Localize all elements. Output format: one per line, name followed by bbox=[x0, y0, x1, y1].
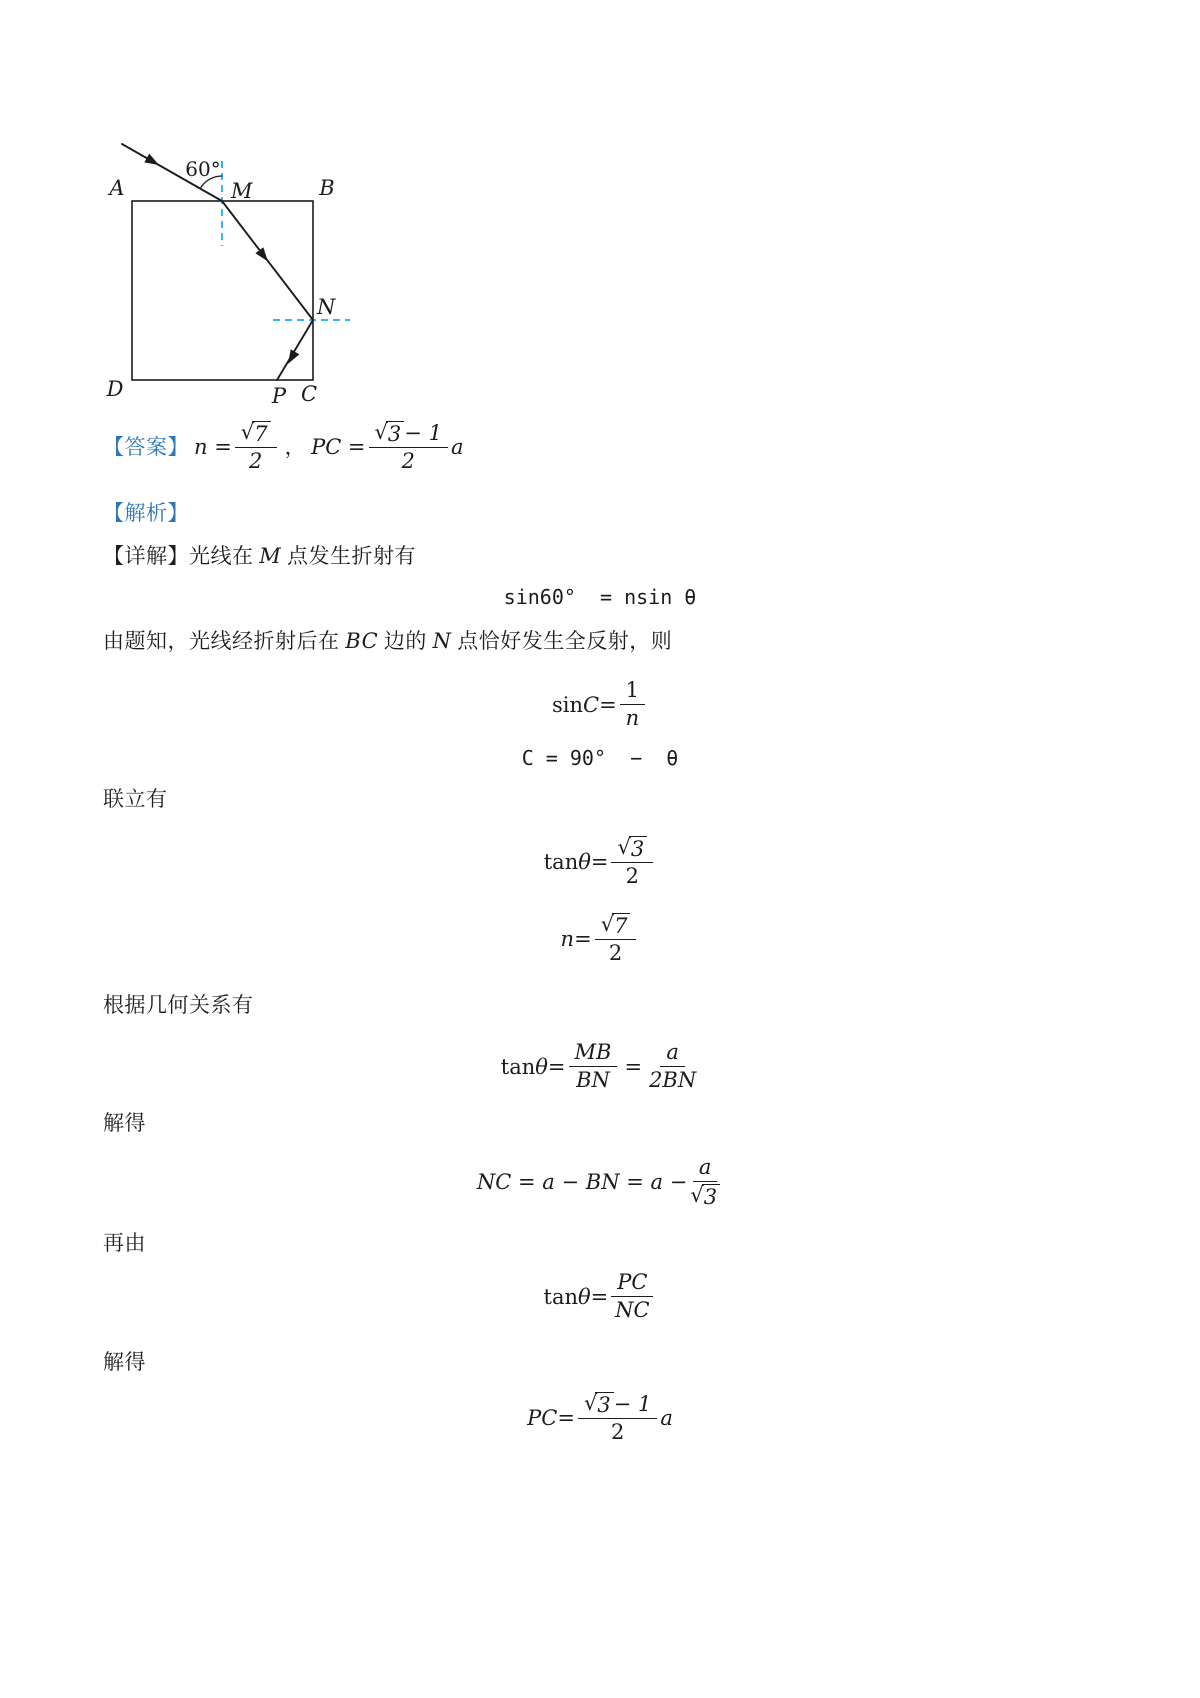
refraction-diagram bbox=[95, 128, 375, 418]
vertex-label-C: C bbox=[300, 382, 318, 406]
incident-ray-arrow-icon bbox=[144, 154, 161, 170]
formula-tan-pc: tan θ = $\frac{PC}{NC}$ bbox=[100, 1271, 1100, 1322]
sqrt-7: √ 7 bbox=[601, 913, 631, 937]
answer-line bbox=[103, 421, 463, 473]
fraction: $\frac{a}{2BN}$ bbox=[649, 1040, 697, 1093]
paragraph-solve-2: 解得 bbox=[103, 1350, 146, 1374]
analysis-tag: 【解析】 bbox=[103, 501, 189, 525]
point-label-N: N bbox=[317, 295, 336, 319]
point-label-P: P bbox=[271, 384, 287, 408]
answer-formula-n: n = √ 7 2 bbox=[194, 421, 280, 473]
answer-formula-pc: PC = √ 3 − 1 2 a bbox=[311, 420, 464, 474]
fraction: √ 3 − 1 2 bbox=[369, 421, 448, 473]
sqrt-3: √ 3 bbox=[617, 836, 647, 860]
paragraph-solve-1: 解得 bbox=[103, 1111, 146, 1135]
fraction: √ 7 2 bbox=[235, 421, 277, 473]
sqrt-7: √ 7 bbox=[241, 421, 271, 445]
var-M: M bbox=[259, 544, 282, 568]
reflected-ray bbox=[277, 320, 313, 380]
vertex-label-B: B bbox=[319, 176, 335, 200]
formula-nc: NC = a − BN = a − a √ 3 bbox=[100, 1156, 1100, 1208]
angle-label: 60° bbox=[185, 157, 221, 181]
fraction: √ 7 2 bbox=[595, 913, 637, 965]
fraction: a √ 3 bbox=[690, 1156, 720, 1208]
fraction: $\frac{MB}{BN}$ bbox=[569, 1041, 618, 1092]
paragraph-combine: 联立有 bbox=[103, 787, 168, 811]
formula-angle-relation: C = 90° − θ bbox=[521, 746, 679, 770]
fraction: √ 3 2 bbox=[611, 836, 653, 888]
formula-n-value: n = √ 7 2 bbox=[100, 913, 1100, 965]
answer-separator: ， bbox=[284, 434, 307, 459]
sqrt-3: √ 3 bbox=[584, 1392, 614, 1416]
detail-tag: 【详解】 bbox=[103, 544, 189, 568]
formula-tan-theta: tan θ = √ 3 2 bbox=[100, 836, 1100, 888]
paragraph-total-reflection: 由题知，光线经折射后在 BC 边的 N 点恰好发生全反射，则 bbox=[103, 629, 673, 653]
vertex-label-D: D bbox=[106, 377, 124, 401]
formula-tan-geometry: tan θ = $\frac{MB}{BN}$ = $\frac{a}{2BN}$ bbox=[500, 1040, 697, 1093]
formula-critical-angle: sin C = $\frac{1}{n}$ bbox=[100, 679, 1100, 730]
fraction: $\frac{PC}{NC}$ bbox=[611, 1271, 653, 1322]
answer-tag: 【答案】 bbox=[103, 434, 189, 459]
formula-snell-law: sin60° = nsin θ bbox=[503, 585, 697, 609]
detail-line: 【详解】光线在 M 点发生折射有 bbox=[103, 544, 417, 568]
fraction: √ 3 − 1 2 bbox=[578, 1392, 657, 1444]
paragraph-geometry: 根据几何关系有 bbox=[103, 993, 254, 1017]
vertex-label-A: A bbox=[109, 176, 125, 200]
var-N: N bbox=[432, 629, 452, 653]
point-label-M: M bbox=[231, 179, 253, 203]
sqrt-3: √ 3 bbox=[375, 421, 405, 445]
formula-pc-value: PC = √ 3 − 1 2 a bbox=[527, 1391, 673, 1445]
var-BC: BC bbox=[345, 629, 379, 653]
paragraph-then: 再由 bbox=[103, 1231, 146, 1255]
fraction: $\frac{1}{n}$ bbox=[620, 679, 645, 730]
sqrt-3: √ 3 bbox=[690, 1184, 720, 1208]
